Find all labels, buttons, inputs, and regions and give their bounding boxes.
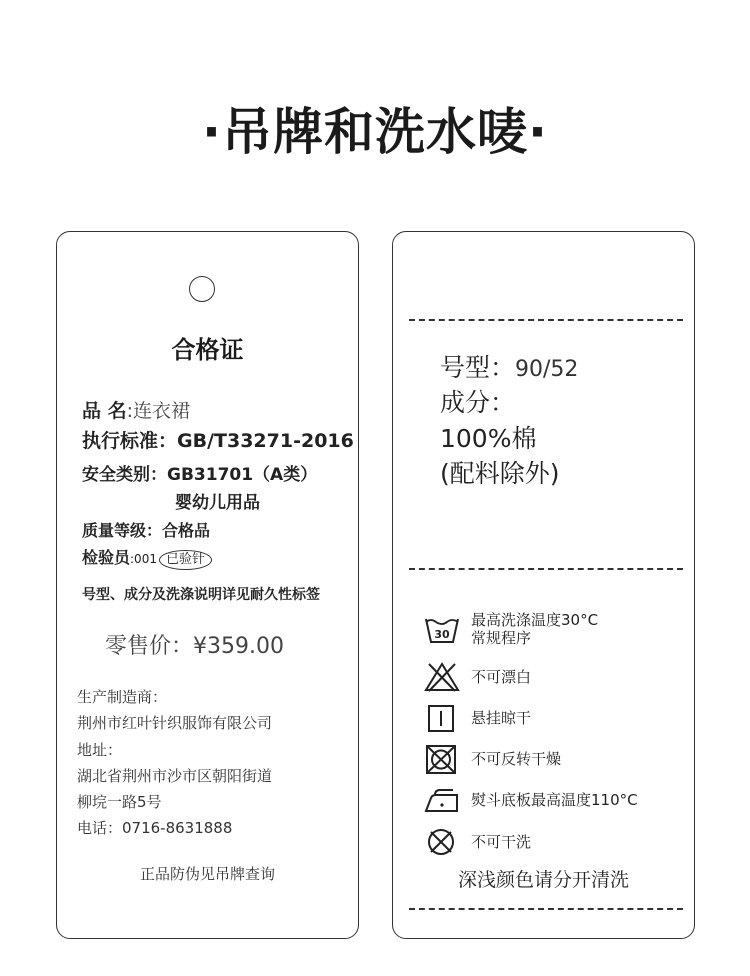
dashed-divider bbox=[409, 908, 683, 910]
wash-30-icon bbox=[423, 612, 465, 646]
care-text: 最高洗涤温度30°C bbox=[471, 611, 599, 629]
dashed-divider bbox=[409, 568, 683, 570]
address-line2: 柳垸一路5号 bbox=[77, 793, 162, 811]
wash-label bbox=[392, 231, 695, 939]
anti-counterfeit-note: 正品防伪见吊牌查询 bbox=[139, 865, 275, 883]
care-instruction-iron bbox=[423, 783, 638, 817]
label-note: 号型、成分及洗涤说明详见耐久性标签 bbox=[82, 587, 320, 603]
composition-value: 100%棉 bbox=[440, 424, 537, 453]
care-text: 悬挂晾干 bbox=[471, 709, 532, 727]
iron-icon bbox=[423, 783, 465, 817]
standard-value: GB/T33271-2016 bbox=[177, 430, 354, 452]
product-name-row bbox=[82, 396, 190, 423]
safety-value: GB31701（A类） bbox=[167, 465, 318, 485]
line-dry-icon bbox=[423, 701, 465, 735]
needle-check-stamp: 已验针 bbox=[159, 550, 212, 570]
care-text: 不可漂白 bbox=[471, 668, 532, 686]
inspector-label: 检验员 bbox=[82, 548, 131, 567]
care-instruction-dryclean bbox=[423, 825, 531, 859]
certificate-title: 合格证 bbox=[171, 336, 244, 364]
address-label: 地址： bbox=[77, 741, 123, 759]
care-instruction-bleach bbox=[423, 660, 531, 694]
size-row bbox=[440, 348, 578, 384]
retail-price: 零售价：¥359.00 bbox=[105, 634, 284, 659]
no-tumble-dry-icon bbox=[423, 742, 465, 776]
product-name-value: :连衣裙 bbox=[126, 400, 191, 422]
composition-note: (配料除外) bbox=[440, 459, 560, 488]
safety-label: 安全类别： bbox=[82, 465, 167, 485]
grade-value: 合格品 bbox=[162, 521, 211, 540]
care-instruction-dry bbox=[423, 701, 531, 735]
size-label: 号型： bbox=[440, 353, 516, 382]
safety-row bbox=[82, 460, 317, 485]
color-separation-note: 深浅颜色请分开清洗 bbox=[457, 869, 629, 891]
grade-label: 质量等级： bbox=[82, 521, 163, 540]
safety-value-line2: 婴幼儿用品 bbox=[175, 493, 260, 513]
care-text: 不可反转干燥 bbox=[471, 750, 562, 768]
care-instruction-tumble bbox=[423, 742, 561, 776]
address-line1: 湖北省荆州市沙市区朝阳街道 bbox=[77, 767, 273, 785]
grade-row bbox=[82, 518, 210, 541]
standard-row bbox=[82, 426, 354, 453]
phone: 电话：0716-8631888 bbox=[77, 819, 233, 837]
no-bleach-icon bbox=[423, 660, 465, 694]
wash-temp-number: 30 bbox=[434, 628, 450, 641]
care-instruction-wash bbox=[423, 612, 598, 646]
care-text-line2: 常规程序 bbox=[471, 629, 532, 647]
inspector-number: :001 bbox=[130, 552, 157, 566]
manufacturer-label: 生产制造商： bbox=[77, 688, 168, 706]
care-text: 熨斗底板最高温度110°C bbox=[471, 791, 638, 809]
dashed-divider bbox=[409, 319, 683, 321]
care-text: 不可干洗 bbox=[471, 833, 532, 851]
product-name-label: 品 名 bbox=[82, 400, 127, 422]
tag-hole bbox=[189, 276, 215, 302]
hang-tag bbox=[56, 231, 359, 939]
standard-label: 执行标准： bbox=[82, 430, 178, 452]
no-dry-clean-icon bbox=[423, 825, 465, 859]
composition-label: 成分： bbox=[440, 388, 516, 417]
size-value: 90/52 bbox=[515, 357, 579, 382]
manufacturer-name: 荆州市红叶针织服饰有限公司 bbox=[77, 714, 273, 732]
page-heading: ·吊牌和洗水唛· bbox=[202, 103, 548, 161]
inspector-row bbox=[82, 545, 212, 570]
